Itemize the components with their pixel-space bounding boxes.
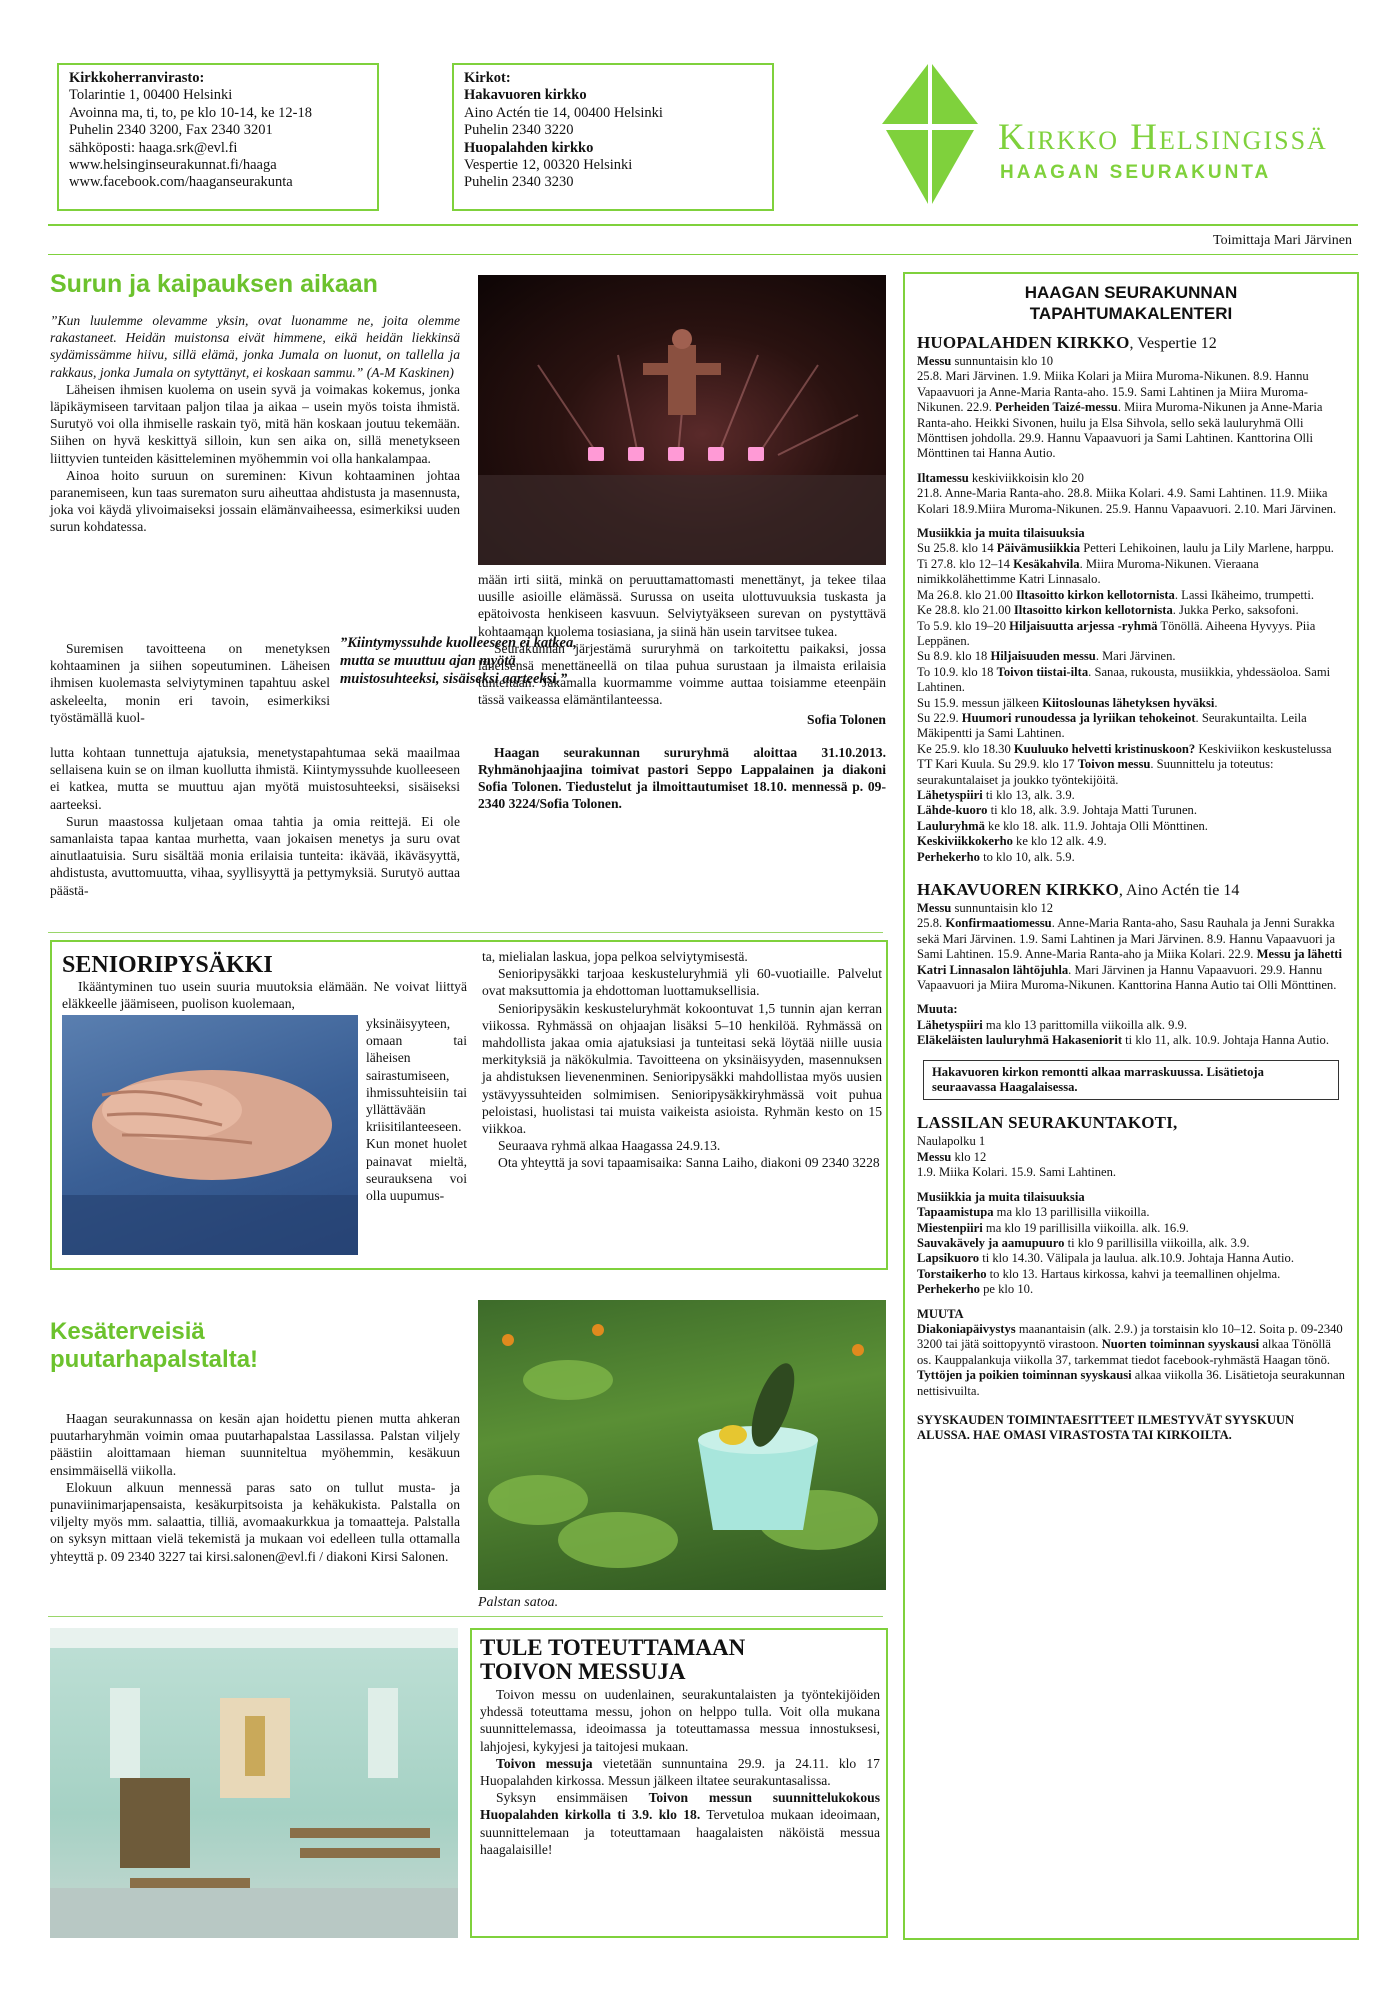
cal-item (917, 1018, 1345, 1033)
cal-item (917, 603, 1345, 618)
grief-poem: ”Kun luulemme olevamme yksin, ovat luonamme ne, joita olemme rakastaneet. Heidän muistonsa eivät himmene, eikä heidän liekkinsä sydämissämme hiivu, sillä elämä, jonka Jumala on luonut, on tallella ja rakkaus, jonka Jumala on sytyttänyt, ei koskaan sammu.” (A-M Kaskinen) (50, 313, 460, 380)
cal-item-label: Toivon tiistai-ilta (996, 664, 1089, 679)
grief-paragraph: Läheisen ihmisen kuolema on usein syvä ja voimakas kokemus, jonka läpikäymiseen tarvitaan paljon tilaa ja aikaa – usein myös toista ihmistä. Surutyö voi olla ihmiselle raskain työ, mitä hän koskaan joutuu tekemään. Siihen on hyvä keskittyä silloin, kun sen aika on, sillä menetykseen liittyvien tunteiden käsitteleminen myöhemmin voi olla hankalampaa. (50, 381, 460, 466)
cal-item-label: Lähetyspiiri (917, 1017, 983, 1032)
cal-item-text: . Jukka Perko, saksofoni. (1172, 603, 1299, 618)
toivo-text-part: Syksyn ensimmäisen (496, 1790, 649, 1806)
garden-title-line2: puutarhapalstalta! (50, 1346, 259, 1373)
cal-item-text: ma klo 13 parittomilla viikoilla alk. 9.9. (982, 1017, 1188, 1032)
lassila-comma: , (1173, 1113, 1178, 1133)
cal-item (917, 1033, 1345, 1048)
cal-item-text: klo 12 (951, 1149, 987, 1164)
cal-item (917, 1236, 1345, 1251)
cal-item-text: Ke 25.9. klo 18.30 (917, 741, 1014, 756)
grief-paragraph: lutta kohtaan tunnettuja ajatuksia, menetystapahtumaa sekä maailmaa sellaisena kuin se on ilman kuollutta ihmistä. Kiintymyssuhde kuolleeseen ei katkea, mutta se muuttuu ajan myötä muistosuhteeksi, sisäiseksi aarteeksi. (50, 745, 460, 812)
cal-item-text: ti klo 14.30. Välipala ja laulua. alk.10.9. Johtaja Hanna Autio. (979, 1251, 1294, 1266)
cal-item-label: Sauvakävely ja aamupuuro (917, 1235, 1065, 1250)
office-line: Avoinna ma, ti, to, pe klo 10-14, ke 12-18 (69, 104, 312, 121)
cal-item (917, 1251, 1345, 1266)
senior-paragraph: Senioripysäkin keskusteluryhmät kokoontuvat 1,5 tunnin ajan kerran viikossa. Ryhmässä on ohjaajan lisäksi 5–10 henkilöä. Ryhmässä on mahdollista jakaa omia ajatuksiasi ja tunteitasi sekä löytää niille uusia merkityksiä ja näkökulmia. Tavoitteena on yksinäisyyden, masennuksen ja ahdistuksen lievenenminen. Senioripysäkki mahdollistaa myös uusien ystävyyssuhteiden solmimisen. Senioripysäkkiryhmässä voit puhua peloistasi, huolistasi tai muista vaikeista asioista. Ryhmän kesto on 15 viikkoa. (482, 1000, 882, 1137)
cal-item-text: . Mari Järvinen ja Hannu Vapaavuori. 29.9. Hannu Vapaavuori ja Miira Muroma-Nikunen. Kanttorina Hanna Autio tai Olli Mönttinen. (917, 962, 1337, 993)
cal-item-text: To 5.9. klo 19–20 (917, 618, 1010, 633)
cal-item: 21.8. Anne-Maria Ranta-aho. 28.8. Miika Kolari. 4.9. Sami Lahtinen. 11.9. Miika Kolari 18.9.Miira Muroma-Nikunen. 25.9. Hannu Vapaavuori. 2.10. Mari Järvinen. (917, 486, 1337, 516)
toivo-paragraph (480, 1755, 880, 1789)
hakavuori-name: Hakavuoren kirkko (464, 87, 587, 104)
cal-item-text: ti klo 18, alk. 3.9. Johtaja Matti Turunen. (987, 803, 1197, 818)
cal-item-text: . Miira Muroma-Nikunen ja Anne-Maria Ranta-aho. Heikki Sivonen, huilu ja Elsa Sihvola, sello sekä lauluryhmä Olli Mönttisen johdolla. 29.9. Hannu Vapaavuori ja Sami Lahtinen. Kanttorina Olli Mönttinen tai Hanna Autio. (917, 400, 1323, 461)
cal-item-label: Lauluryhmä (917, 818, 985, 833)
cal-item-label: Lähetyspiiri (917, 787, 983, 802)
cal-subheading (917, 526, 1345, 541)
cal-item-label: Hiljaisuutta arjessa -ryhmä (1009, 618, 1158, 633)
cal-item (917, 1150, 1345, 1165)
cal-item-text: to klo 10, alk. 5.9. (979, 849, 1075, 864)
cal-item (917, 619, 1345, 650)
cal-item (917, 742, 1345, 788)
senior-paragraph: Senioripysäkki tarjoaa keskusteluryhmiä yli 60-vuotiaille. Palvelut ovat maksuttomia ja ehdottoman luottamuksellisia. (482, 966, 882, 999)
cal-item-text: ti klo 9 parillisilla viikoilla, alk. 3.9. (1064, 1235, 1250, 1250)
cal-item-label: Torstaikerho (917, 1266, 987, 1281)
toivo-paragraph: Toivon messu on uudenlainen, seurakuntalaisten ja työntekijöiden yhdessä toteuttama messu, johon on helppo tulla. Voit olla mukana suunnittelemassa, ideoimassa ja toteuttamassa messua innostuksesi, lahjojesi, kykyjesi ja taitojesi mukaan. (480, 1687, 880, 1754)
cal-item-label: Muuta: (917, 1002, 958, 1017)
cal-subheading (917, 1190, 1345, 1205)
senior-paragraph: yksinäisyyteen, omaan tai läheisen sairastumiseen, ihmissuhteisiin tai yllättävään kriisitilanteeseen. Kun monet huolet painavat mieltä, seurauksena voi olla uupumus- (366, 1016, 467, 1204)
grief-author: Sofia Tolonen (807, 711, 886, 727)
office-line: Puhelin 2340 3200, Fax 2340 3201 (69, 122, 273, 139)
cal-item (917, 1322, 1345, 1399)
cal-item-text: Su 25.8. klo 14 (917, 541, 997, 556)
cal-item-text: 25.8. Mari Järvinen. 1.9. Miika Kolari ja Miira Muroma-Nikunen. 8.9. Hannu Vapaavuori ja Anne-Maria Ranta-aho. 15.9. Sami Lahtinen ja Miira Muroma-Nikunen. 22.9. (917, 369, 1309, 415)
cal-item-text: Petteri Lehikoinen, laulu ja Lily Marlene, harppu. (1080, 541, 1334, 556)
cal-item-text: keskiviikkoisin klo 20 (968, 470, 1084, 485)
lassila-heading (917, 1112, 1345, 1134)
cal-item-label: Nuorten toiminnan syyskausi (1101, 1337, 1260, 1352)
cal-item-text: Ti 27.8. klo 12–14 (917, 556, 1014, 571)
toivo-title-line1: TULE TOTEUTTAMAAN (480, 1635, 746, 1660)
toivo-text-part: Tervetuloa mukaan ideoimaan, suunnittelemaan ja toteuttamaan haagalaisten näköistä messua haagalaisille! (480, 1807, 880, 1857)
hakavuori-address: , Aino Actén tie 14 (1118, 882, 1240, 899)
cal-item (917, 588, 1345, 603)
cal-item-label: Eläkeläisten lauluryhmä Hakaseniorit (917, 1033, 1123, 1048)
senior-paragraph: Ota yhteyttä ja sovi tapaamisaika: Sanna Laiho, diakoni 09 2340 3228 (498, 1155, 880, 1171)
senior-col1-top (62, 978, 467, 1012)
harvest-caption: Palstan satoa. (478, 1595, 559, 1610)
cal-item-label: Iltasoitto kirkon kellotornista (1016, 587, 1175, 602)
cal-item-text: Su 8.9. klo 18 (917, 649, 991, 664)
office-line: sähköposti: haaga.srk@evl.fi (69, 139, 238, 156)
editor-divider (48, 254, 1358, 255)
cross-logo-icon (870, 62, 990, 207)
cal-item-text: 25.8. (917, 916, 946, 931)
grief-paragraph: Seurakunnan järjestämä sururyhmä on tarkoitettu paikaksi, jossa läheisensä menettäneellä on tilaa puhua surustaan ja ilmaista erilaisia tunteitaan. Jakamalla kuormamme voimme auttaa toisiamme eteenpäin tässä vaikeassa elämäntilanteessa. (478, 640, 886, 708)
cal-item-text: Tönöllä. Aiheena Hyvyys. Piia Leppänen. (917, 618, 1316, 648)
huopalahti-name: Huopalahden kirkko (464, 139, 594, 156)
grief-col2 (478, 571, 886, 813)
toivo-highlight: Toivon messun suunnittelukokous Huopalahden kirkolla ti 3.9. klo 18. (480, 1790, 881, 1823)
cal-item-label: Päivämusiikkia (996, 541, 1081, 556)
cal-item-label: Lapsikuoro (917, 1251, 980, 1266)
cal-item (917, 369, 1345, 461)
cal-item-label: Messu (917, 354, 952, 368)
grief-paragraph: Surun maastossa kuljetaan omaa tahtia ja omia reittejä. Ei ole samanlaista tapaa kantaa murhetta, vaan jokaisen menetys ja suru ovat ainutlaatuisia. Suru sisältää monia erilaisia tunteita: ikävää, ikäväsyyttä, ahdistusta, avuttomuutta, vihaa, syyllisyyttä ja pettymyksiä. Surutyö auttaa päästä- (50, 813, 460, 898)
office-info-box (57, 63, 379, 211)
cal-item (917, 916, 1345, 993)
garden-paragraph: Elokuun alkuun mennessä paras sato on tullut musta- ja punaviinimarjapensaista, kesäkurpitsoista ja kehäkukista. Palstalla on viljelty myös mm. salaattia, tilliä, avomaakurkkua ja tomaatteja. Palstalla on syksyn mittaan vielä tekemistä ja mukaan voi edelleen tulla ottamalla yhteyttä p. 09 2340 3227 tai kirsi.salonen@evl.fi / diakoni Kirsi Salonen. (50, 1479, 460, 1564)
cal-item-text: sunnuntaisin klo 10 (951, 354, 1054, 368)
grief-paragraph: Suremisen tavoitteena on menetyksen kohtaaminen ja siihen sopeutuminen. Läheisen ihmisen kuolemasta selviytyminen tapahtuu askel askeleelta, monin eri tavoin, esimerkiksi työstämällä kuol- (50, 641, 330, 725)
cal-item-label: Lähde-kuoro (917, 803, 988, 818)
grief-pull-quote: ”Kiintymyssuhde kuolleeseen ei katkea, mutta se muuttuu ajan myötä muistosuhteeksi, sisäiseksi aarteeksi.” (340, 635, 577, 687)
grief-group-info: Haagan seurakunnan sururyhmä aloittaa 31.10.2013. Ryhmänohjaajina toimivat pastori Seppo Lappalainen ja diakoni Sofia Tolonen. Tiedustelut ja ilmoittautumiset 18.10. mennessä p. 09-2340 3224/Sofia Tolonen. (478, 744, 886, 812)
cal-item-label: Perheiden Taizé-messu (995, 400, 1118, 415)
senior-col1-side (366, 1015, 467, 1204)
cal-item-text: Ma 26.8. klo 21.00 (917, 587, 1016, 602)
grief-paragraph: mään irti siitä, minkä on peruuttamattomasti menettänyt, ja tekee tilaa uusille asioille elämässä. Surussa on useita ulottuvuuksia tuskasta ja epätoivosta henkiseen kasvuun. Selviytyäkseen surevan on pystyttävä kohtaamaan kuolema tosiasiana, ja siinä hän usein tarvitsee tukea. (478, 572, 886, 639)
cal-item-label: Keskiviikkokerho (917, 834, 1013, 849)
huopalahti-address: Vespertie 12, 00320 Helsinki (464, 156, 633, 173)
cal-item (917, 803, 1345, 818)
cal-item-text: ma klo 13 parillisilla viikoilla. (993, 1205, 1150, 1220)
grief-paragraph: Ainoa hoito suruun on sureminen: Kivun kohtaaminen johtaa paranemiseen, kun taas surematon suru aiheuttaa ahdistusta ja masennusta, joka voi käydä ylivoimaiseksi jossain elämänvaiheessa, esimerkiksi uuden surun kohdatessa. (50, 467, 460, 535)
elderly-hands-photo (62, 1015, 358, 1255)
huopalahti-heading (917, 332, 1345, 354)
cal-item: 1.9. Miika Kolari. 15.9. Sami Lahtinen. (917, 1165, 1117, 1180)
cal-item (917, 834, 1345, 849)
senior-paragraph: ta, mielialan laskua, jopa pelkoa selviytymisestä. (482, 949, 748, 964)
cal-item-text: ti klo 13, alk. 3.9. (982, 787, 1075, 802)
cal-item-label: Messu ja lähetti Katri Linnasalon lähtöjuhla (917, 947, 1342, 977)
header-divider (48, 224, 1358, 226)
cal-item-label: Messu (917, 901, 952, 915)
logo-line2: HAAGAN SEURAKUNTA (1000, 162, 1272, 183)
cal-item-label: MUUTA (917, 1306, 964, 1321)
remont-notice-box (923, 1060, 1339, 1101)
cal-item-text: . Mari Järvinen. (1095, 649, 1176, 664)
cal-item-text: . Lassi Ikäheimo, trumpetti. (1174, 587, 1315, 602)
cal-item-label: Messu (917, 1149, 952, 1164)
cal-item (917, 665, 1345, 696)
remont-notice: Hakavuoren kirkon remontti alkaa marraskuussa. Lisätietoja seuraavassa Haagalaisessa. (932, 1064, 1264, 1095)
garden-title-line1: Kesäterveisiä (50, 1318, 205, 1345)
cal-item-label: Konfirmaatiomessu (945, 916, 1052, 931)
cal-item-label: Tyttöjen ja poikien toiminnan syyskausi (917, 1368, 1132, 1383)
office-title: Kirkkoherranvirasto: (69, 70, 205, 86)
cal-item-label: Musiikkia ja muita tilaisuuksia (917, 1189, 1085, 1204)
cal-item-text: alkaa Tönöllä os. Kauppalankuja viikolla 37, tarkemmat tiedot facebook-ryhmästä Haagan tönö. (917, 1337, 1331, 1367)
cal-item-text: sunnuntaisin klo 12 (951, 901, 1054, 915)
cal-item (917, 850, 1345, 865)
lassila-name: LASSILAN SEURAKUNTAKOTI (917, 1113, 1174, 1133)
cal-item-text: maanantaisin (alk. 2.9.) ja torstaisin klo 10–12. Soita p. 09-2340 3200 tai jätä soittopyyntö virastoon. (917, 1321, 1343, 1352)
huopalahti-phone: Puhelin 2340 3230 (464, 174, 574, 191)
churches-info-box (452, 63, 774, 211)
cal-item (917, 901, 1345, 916)
cal-subheading (917, 1307, 1345, 1322)
cal-item-label: Huumori runoudessa ja lyriikan tehokeinot (961, 710, 1196, 725)
cal-item-text: . Suunnittelu ja toteutus: seurakuntalaiset ja joukko työntekijöitä. (917, 757, 1274, 787)
calendar-final-note: SYYSKAUDEN TOIMINTAESITTEET ILMESTYVÄT SYYSKUUN ALUSSA. HAE OMASI VIRASTOSTA TAI KIRKOILTA. (917, 1412, 1295, 1443)
cal-item-text: To 10.9. klo 18 (917, 664, 997, 679)
kirkko-helsingissa-logo (870, 62, 1360, 207)
garden-paragraph: Haagan seurakunnassa on kesän ajan hoidettu pienen mutta ahkeran puutarharyhmän voimin omaa puutarhapalstaa Lassilassa. Palstan viljely päästiin aloittamaan hieman suunniteltua myöhemmin, kesäkuun ensimmäisellä viikolla. (50, 1411, 460, 1478)
cal-item-text: ma klo 19 parillisilla viikoilla. alk. 16.9. (982, 1220, 1189, 1235)
garden-text (50, 1410, 460, 1565)
logo-line1: Kirkko Helsingissä (998, 117, 1328, 158)
cal-item-text: pe klo 10. (979, 1282, 1034, 1297)
cal-item (917, 541, 1345, 556)
cal-item (917, 649, 1345, 664)
cal-item-text: ke klo 12 alk. 4.9. (1012, 834, 1107, 849)
grief-col1-bottom (50, 744, 460, 899)
cal-item-label: Kuuluuko helvetti kristinuskoon? (1013, 741, 1196, 756)
cal-item (917, 711, 1345, 742)
office-line: Tolarintie 1, 00400 Helsinki (69, 87, 233, 104)
huopalahti-church-name: HUOPALAHDEN KIRKKO (917, 333, 1130, 352)
cal-item-label: Kesäkahvila (1013, 556, 1080, 571)
lassila-address: Naulapolku 1 (917, 1134, 986, 1149)
cal-item-label: Iltamessu (917, 470, 969, 485)
cal-item-text: to klo 13. Hartaus kirkossa, kahvi ja teemallinen ohjelma. (986, 1266, 1281, 1281)
toivo-text-part: vietetään sunnuntaina 29.9. ja 24.11. klo 17 Huopalahden kirkossa. Messun jälkeen iltatee seurakuntasalissa. (480, 1755, 880, 1789)
churches-title: Kirkot: (464, 70, 511, 86)
editor-credit: Toimittaja Mari Järvinen (1213, 233, 1352, 248)
toivo-text (480, 1686, 880, 1858)
cal-item-text: . Seurakuntailta. Leila Mäkipentti ja Sami Lahtinen. (917, 710, 1307, 741)
senior-col2 (482, 948, 882, 1172)
cal-item-label: Miestenpiiri (917, 1220, 983, 1235)
hakavuori-heading (917, 879, 1345, 901)
cal-item-label: Tapaamistupa (917, 1205, 994, 1220)
cal-item-text: Keskiviikon keskustelussa TT Kari Kuula. Su 29.9. klo 17 (917, 741, 1332, 772)
cal-item (917, 1205, 1345, 1220)
cal-item (917, 788, 1345, 803)
section-divider (48, 1616, 883, 1617)
cal-item-label: Perhekerho (917, 849, 980, 864)
hakavuori-address: Aino Actén tie 14, 00400 Helsinki (464, 104, 663, 121)
cal-item-label: Musiikkia ja muita tilaisuuksia (917, 526, 1085, 541)
cal-item-label: Toivon messu (1077, 757, 1151, 772)
cal-item (917, 819, 1345, 834)
grief-title: Surun ja kaipauksen aikaan (50, 270, 378, 298)
cal-item-text: Su 22.9. (917, 710, 962, 725)
event-calendar (917, 282, 1345, 1444)
cal-item-text: ke klo 18. alk. 11.9. Johtaja Olli Mönttinen. (984, 818, 1208, 833)
toivo-title-line2: TOIVON MESSUJA (480, 1659, 686, 1684)
calendar-title-line2: TAPAHTUMAKALENTERI (1029, 304, 1233, 323)
cal-item-label: Hiljaisuuden messu (990, 649, 1096, 664)
toivo-highlight: Toivon messuja (496, 1755, 593, 1771)
calendar-title-line1: HAAGAN SEURAKUNNAN (1024, 283, 1238, 302)
grief-col1-narrow (50, 640, 330, 726)
cal-item-text: . Anne-Maria Ranta-aho, Sasu Rauhala ja Jenni Surakka sekä Mari Järvinen. 1.9. Sami Lahtinen ja Mari Järvinen. 8.9. Hannu Vapaavuori ja Sami Lahtinen. 15.9. Anne-Maria Ranta-aho ja Miika Kolari. 22.9. (917, 916, 1336, 962)
hakavuori-phone: Puhelin 2340 3220 (464, 122, 574, 139)
hakavuori-church-name: HAKAVUOREN KIRKKO (917, 880, 1119, 899)
cal-item-text: Ke 28.8. klo 21.00 (917, 603, 1014, 618)
cal-item (917, 354, 1345, 369)
cal-item-text: . Sanaa, rukousta, musiikkia, yhdessäoloa. Sami Lahtinen. (917, 664, 1331, 695)
cal-item-label: Kiitoslounas lähetyksen hyväksi (1042, 695, 1215, 710)
cal-item (917, 471, 1345, 486)
office-line: www.facebook.com/haaganseurakunta (69, 174, 293, 191)
cal-item-label: Iltasoitto kirkon kellotornista (1013, 603, 1173, 618)
cal-item-text: Su 15.9. messun jälkeen (917, 695, 1043, 710)
senior-paragraph: Ikääntyminen tuo usein suuria muutoksia elämään. Ne voivat liittyä eläkkeelle jäämiseen, puolison kuolemaan, (62, 979, 467, 1012)
cal-item (917, 1282, 1345, 1297)
cal-item (917, 557, 1345, 588)
cal-item-text: . (1214, 695, 1218, 710)
toivo-paragraph (480, 1789, 880, 1858)
grief-col1-top (50, 312, 460, 536)
cal-item (917, 1267, 1345, 1282)
section-divider (48, 932, 883, 933)
cal-item-label: Diakoniapäivystys (917, 1321, 1016, 1336)
cal-subheading (917, 1002, 1345, 1017)
cal-item (917, 1221, 1345, 1236)
cal-item-text: ti klo 11, alk. 10.9. Johtaja Hanna Autio. (1122, 1033, 1329, 1048)
harvest-photo (478, 1300, 886, 1590)
office-line: www.helsinginseurakunnat.fi/haaga (69, 156, 277, 173)
senior-title: SENIORIPYSÄKKI (62, 952, 273, 978)
cal-item-text: alkaa viikolla 36. Lisätietoja seurakunnan nettisivuilta. (917, 1368, 1345, 1398)
cal-item-text: . Miira Muroma-Nikunen. Vieraana nimikkolähettimme Katri Linnasalo. (917, 556, 1259, 587)
senior-paragraph: Seuraava ryhmä alkaa Haagassa 24.9.13. (498, 1138, 721, 1154)
huopalahti-address: , Vespertie 12 (1129, 335, 1217, 352)
cal-item (917, 696, 1345, 711)
candles-photo (478, 275, 886, 565)
cal-item-label: Perhekerho (917, 1282, 980, 1297)
church-interior-photo (50, 1628, 458, 1938)
